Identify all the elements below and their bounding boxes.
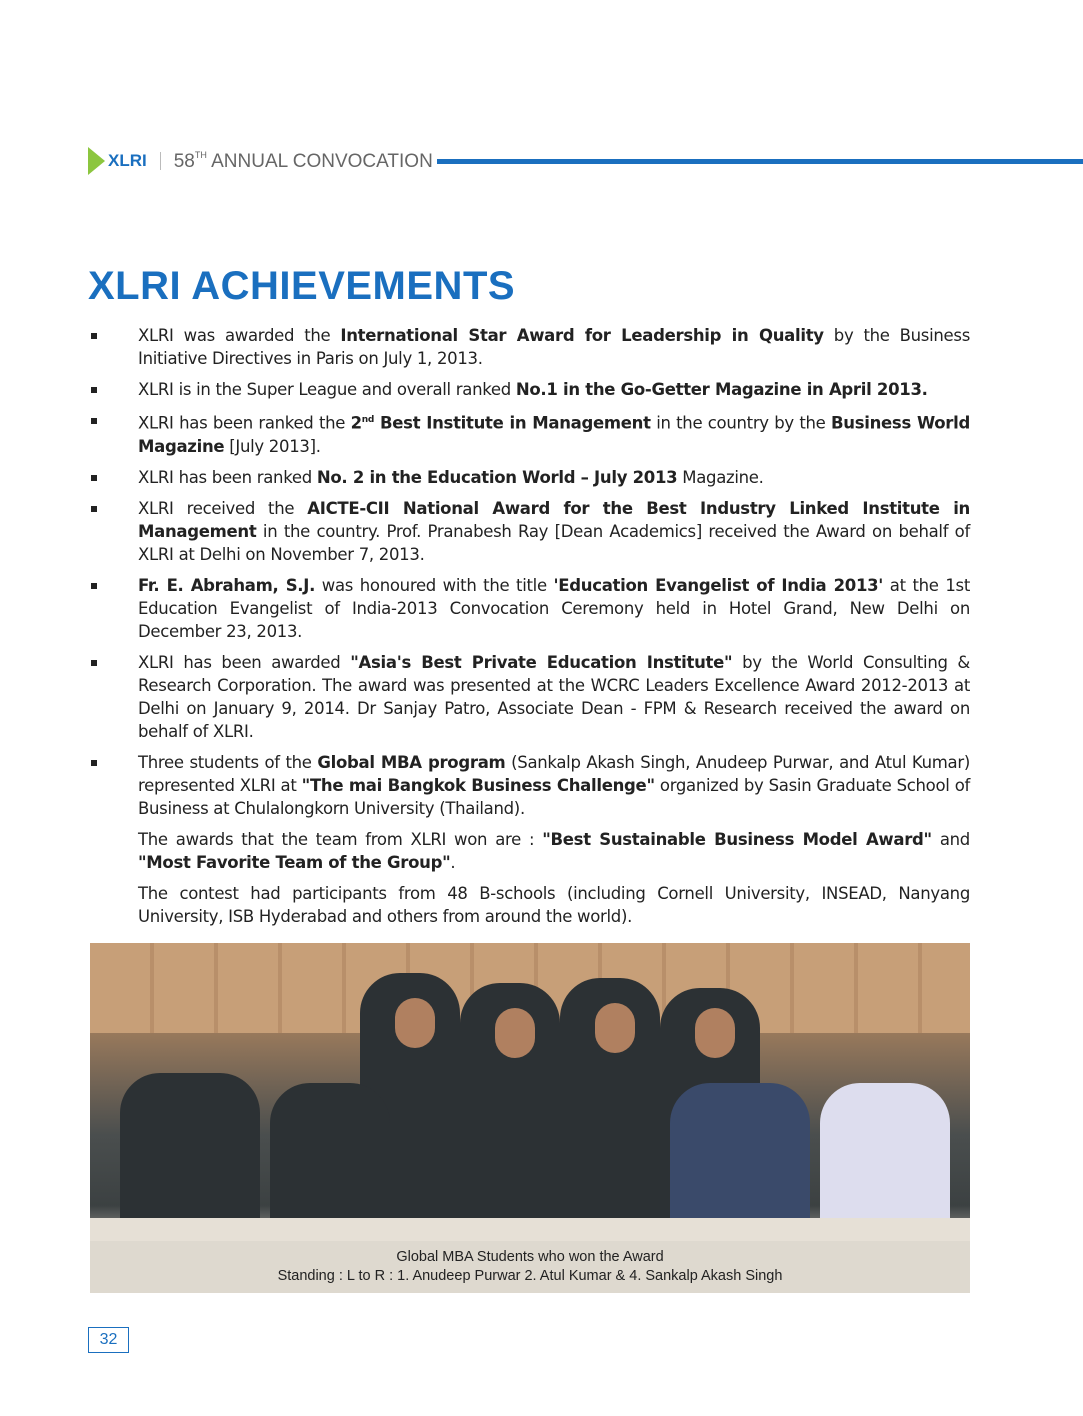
text-segment: XLRI has been awarded — [138, 652, 351, 672]
text-segment: Best Institute in Management — [374, 413, 651, 433]
bullet-item — [88, 751, 970, 820]
convocation-title: 58TH ANNUAL CONVOCATION — [173, 149, 433, 172]
bullet-item — [88, 409, 970, 458]
text-segment: International Star Award for Leadership in Quality — [340, 326, 824, 345]
text-segment: Fr. E. Abraham, S.J. — [138, 575, 316, 595]
text-segment: Business World Magazine — [138, 413, 971, 456]
text-segment: organized by Sasin Graduate School of Business at Chulalongkorn University (Thailand). — [138, 775, 971, 818]
paragraph — [88, 882, 970, 928]
text-segment: "The mai Bangkok Business Challenge" — [301, 775, 655, 795]
page-header — [88, 146, 1083, 176]
text-segment: in the country by the — [650, 413, 831, 433]
play-triangle-icon — [88, 147, 105, 175]
text-segment: No.1 in the Go-Getter Magazine in April 2013. — [515, 380, 928, 399]
text-segment: XLRI was awarded the — [138, 326, 341, 345]
text-segment: 'Education Evangelist of India 2013' — [553, 575, 884, 595]
text-segment: XLRI received the — [138, 498, 308, 518]
page-title: XLRI ACHIEVEMENTS — [88, 264, 516, 308]
photo-caption: Global MBA Students who won the Award Standing : L to R : 1. Anudeep Purwar 2. Atul Kumar & 4. Sankalp Akash Singh — [90, 1241, 970, 1293]
text-segment: and — [931, 829, 970, 849]
text-segment: . — [450, 852, 456, 872]
text-segment: was honoured with the title — [315, 575, 554, 595]
text-segment: by the World Consulting & Research Corporation. The award was presented at the WCRC Leaders Excellence Award 2012-2013 at Delhi on January 9, 2014. Dr Sanjay Patro, Associate Dean - FPM & Research received the award on behalf of XLRI. — [138, 652, 970, 741]
text-segment: in the country. Prof. Pranabesh Ray [Dean Academics] received the Award on behalf of XLRI at Delhi on November 7, 2013. — [138, 521, 970, 564]
bullet-item — [88, 574, 970, 643]
bullet-item — [88, 497, 970, 566]
text-segment: (Sankalp Akash Singh, Anudeep Purwar, and Atul Kumar) represented XLRI at — [138, 752, 970, 795]
achievements-list — [88, 324, 970, 936]
text-segment: 2 — [350, 413, 362, 433]
text-segment: [July 2013]. — [224, 436, 321, 456]
text-segment: "Asia's Best Private Education Institute" — [350, 652, 733, 672]
text-segment: Magazine. — [677, 467, 764, 487]
text-segment: at the 1st Education Evangelist of India-2013 Convocation Ceremony held in Hotel Grand, New Delhi on December 23, 2013. — [138, 575, 970, 641]
text-segment: "Best Sustainable Business Model Award" — [542, 829, 932, 849]
text-segment: by the Business Initiative Directives in Paris on July 1, 2013. — [138, 326, 970, 368]
text-segment: AICTE-CII National Award for the Best Industry Linked Institute in Management — [138, 498, 970, 541]
text-segment: "Most Favorite Team of the Group" — [138, 852, 451, 872]
text-segment: Global MBA program — [317, 752, 506, 772]
text-segment: The contest had participants from 48 B-schools (including Cornell University, INSEAD, Nanyang University, ISB Hyderabad and others from around the world). — [138, 883, 970, 926]
brand-logo: XLRI — [108, 151, 147, 170]
page-number: 32 — [88, 1327, 129, 1353]
text-segment: XLRI is in the Super League and overall ranked — [138, 380, 516, 399]
bullet-item — [88, 324, 970, 370]
divider — [160, 152, 161, 170]
text-segment: The awards that the team from XLRI won are : — [138, 829, 543, 849]
group-photo — [90, 943, 970, 1293]
header-rule — [437, 159, 1083, 164]
bullet-item — [88, 466, 970, 489]
paragraph — [88, 828, 970, 874]
text-segment: XLRI has been ranked the — [138, 413, 351, 433]
text-segment: Three students of the — [138, 752, 318, 772]
bullet-item — [88, 378, 970, 401]
text-segment: No. 2 in the Education World – July 2013 — [316, 467, 678, 487]
text-segment: nd — [361, 415, 375, 425]
text-segment: XLRI has been ranked — [138, 467, 317, 487]
bullet-item — [88, 651, 970, 743]
